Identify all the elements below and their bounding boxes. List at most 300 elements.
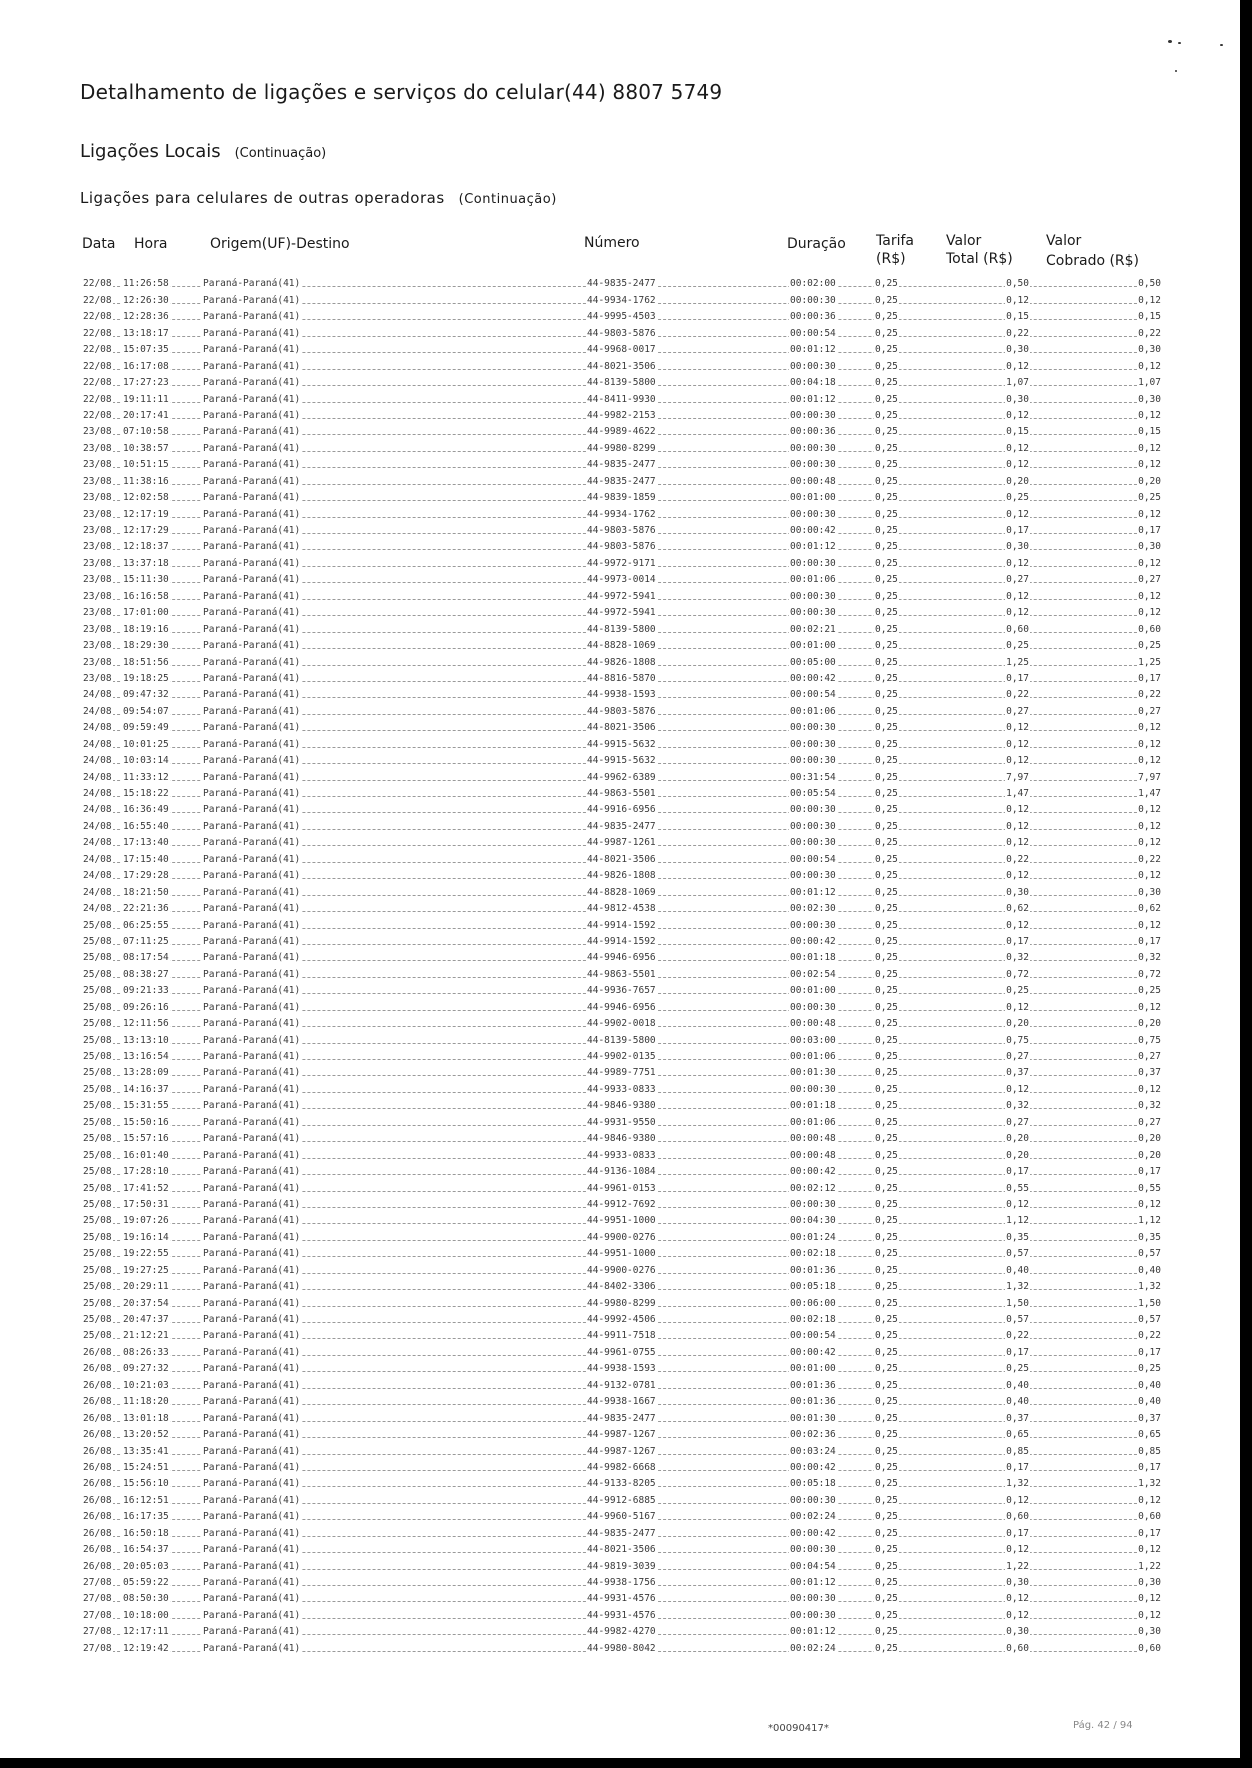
row-duration: 00:02:24 [790,1511,836,1523]
row-date: 26/08 [83,1363,112,1375]
table-row [82,981,1162,997]
row-charged-value: 0,37 [1138,1067,1161,1079]
row-total-value: 0,12 [1006,459,1029,471]
row-duration: 00:00:30 [790,919,836,931]
row-date: 23/08 [83,672,112,684]
table-row [82,1063,1162,1079]
row-duration: 00:02:12 [790,1182,836,1194]
row-number: 44-9987-1267 [587,1445,656,1457]
row-time: 17:28:10 [123,1166,169,1178]
row-duration: 00:00:54 [790,1330,836,1342]
table-row [82,1523,1162,1539]
row-time: 18:51:56 [123,656,169,668]
row-rate: 0,25 [875,360,898,372]
col-header-origem: Origem(UF)-Destino [210,236,350,252]
row-rate: 0,25 [875,1149,898,1161]
row-origin-destination: Paraná-Paraná(41) [203,607,301,619]
row-date: 22/08 [83,294,112,306]
row-charged-value: 0,25 [1138,492,1161,504]
row-date: 26/08 [83,1527,112,1539]
row-time: 17:29:28 [123,870,169,882]
table-row [82,997,1162,1013]
row-number: 44-9951-1000 [587,1215,656,1227]
row-total-value: 0,27 [1006,574,1029,586]
table-row [82,389,1162,405]
row-rate: 0,25 [875,656,898,668]
row-time: 13:20:52 [123,1429,169,1441]
row-total-value: 0,30 [1006,541,1029,553]
row-number: 44-8816-5870 [587,672,656,684]
row-origin-destination: Paraná-Paraná(41) [203,689,301,701]
row-duration: 00:02:30 [790,903,836,915]
row-total-value: 0,12 [1006,409,1029,421]
row-duration: 00:01:06 [790,1116,836,1128]
row-duration: 00:00:30 [790,294,836,306]
row-date: 26/08 [83,1412,112,1424]
row-charged-value: 0,12 [1138,360,1161,372]
row-origin-destination: Paraná-Paraná(41) [203,557,301,569]
row-duration: 00:00:30 [790,837,836,849]
table-row [82,373,1162,389]
row-date: 26/08 [83,1511,112,1523]
row-duration: 00:01:24 [790,1231,836,1243]
row-number: 44-9982-4270 [587,1626,656,1638]
scan-border-right [1240,0,1252,1768]
row-number: 44-9132-0781 [587,1379,656,1391]
table-row [82,422,1162,438]
row-rate: 0,25 [875,870,898,882]
row-total-value: 1,25 [1006,656,1029,668]
row-time: 12:17:19 [123,508,169,520]
row-total-value: 0,12 [1006,837,1029,849]
table-row [82,488,1162,504]
row-charged-value: 0,30 [1138,886,1161,898]
row-charged-value: 0,50 [1138,278,1161,290]
row-total-value: 0,20 [1006,1018,1029,1030]
row-time: 17:27:23 [123,377,169,389]
row-origin-destination: Paraná-Paraná(41) [203,853,301,865]
row-duration: 00:01:30 [790,1067,836,1079]
row-time: 19:16:14 [123,1231,169,1243]
row-origin-destination: Paraná-Paraná(41) [203,755,301,767]
row-time: 12:17:29 [123,525,169,536]
row-origin-destination: Paraná-Paraná(41) [203,1445,301,1457]
table-row [82,471,1162,487]
table-row [82,1490,1162,1506]
row-time: 18:21:50 [123,886,169,898]
row-date: 26/08 [83,1478,112,1490]
row-charged-value: 0,12 [1138,722,1161,734]
row-origin-destination: Paraná-Paraná(41) [203,377,301,389]
row-duration: 00:01:00 [790,985,836,997]
row-time: 10:01:25 [123,738,169,750]
row-date: 23/08 [83,590,112,602]
row-time: 17:41:52 [123,1182,169,1194]
table-row [82,356,1162,372]
row-duration: 00:01:06 [790,705,836,717]
row-total-value: 0,20 [1006,1133,1029,1145]
row-number: 44-9989-4622 [587,426,656,438]
row-rate: 0,25 [875,1609,898,1621]
row-time: 11:38:16 [123,475,169,487]
row-number: 44-9826-1808 [587,656,656,668]
row-origin-destination: Paraná-Paraná(41) [203,1626,301,1638]
row-rate: 0,25 [875,278,898,290]
row-rate: 0,25 [875,985,898,997]
row-duration: 00:01:12 [790,1577,836,1588]
row-rate: 0,25 [875,590,898,602]
row-duration: 00:01:30 [790,1412,836,1424]
row-rate: 0,25 [875,1067,898,1079]
row-rate: 0,25 [875,1264,898,1276]
row-duration: 00:00:30 [790,360,836,372]
row-charged-value: 0,22 [1138,689,1161,701]
table-row [82,1638,1162,1654]
row-origin-destination: Paraná-Paraná(41) [203,1429,301,1441]
row-date: 26/08 [83,1429,112,1441]
col-header-duracao: Duração [787,236,846,252]
row-number: 44-9946-6956 [587,1001,656,1013]
table-row [82,1112,1162,1128]
row-time: 13:13:10 [123,1034,169,1046]
col-header-valor-total-line1: Valor [946,233,982,249]
row-charged-value: 0,40 [1138,1264,1161,1276]
row-number: 44-9980-8042 [587,1642,656,1654]
table-row [82,784,1162,800]
row-total-value: 0,30 [1006,886,1029,898]
row-duration: 00:00:30 [790,738,836,750]
row-date: 23/08 [83,574,112,586]
row-duration: 00:00:36 [790,426,836,438]
row-duration: 00:01:12 [790,886,836,898]
row-rate: 0,25 [875,1511,898,1523]
row-total-value: 0,12 [1006,722,1029,734]
row-time: 08:26:33 [123,1346,169,1358]
table-row [82,1030,1162,1046]
row-duration: 00:00:30 [790,804,836,816]
row-date: 23/08 [83,623,112,635]
table-row [82,455,1162,471]
row-rate: 0,25 [875,557,898,569]
row-charged-value: 1,25 [1138,656,1161,668]
row-charged-value: 0,12 [1138,837,1161,849]
row-origin-destination: Paraná-Paraná(41) [203,1494,301,1506]
col-header-data: Data [82,236,116,252]
row-charged-value: 0,32 [1138,1100,1161,1112]
row-charged-value: 0,17 [1138,672,1161,684]
row-number: 44-9835-2477 [587,1412,656,1424]
row-total-value: 0,12 [1006,919,1029,931]
row-date: 24/08 [83,689,112,701]
row-charged-value: 0,75 [1138,1034,1161,1046]
row-charged-value: 0,12 [1138,442,1161,454]
row-duration: 00:01:18 [790,1100,836,1112]
table-row [82,1474,1162,1490]
row-duration: 00:01:00 [790,1363,836,1375]
row-date: 26/08 [83,1544,112,1556]
row-charged-value: 0,72 [1138,968,1161,980]
row-origin-destination: Paraná-Paraná(41) [203,1330,301,1342]
row-charged-value: 0,12 [1138,590,1161,602]
row-number: 44-9914-1592 [587,935,656,947]
row-time: 16:55:40 [123,820,169,832]
row-charged-value: 0,17 [1138,1527,1161,1539]
table-row [82,1605,1162,1621]
row-time: 17:13:40 [123,837,169,849]
row-number: 44-9980-8299 [587,442,656,454]
row-date: 25/08 [83,1034,112,1046]
row-rate: 0,25 [875,1593,898,1605]
row-origin-destination: Paraná-Paraná(41) [203,672,301,684]
row-date: 23/08 [83,442,112,454]
row-total-value: 0,15 [1006,311,1029,323]
row-date: 27/08 [83,1577,112,1588]
row-charged-value: 0,12 [1138,557,1161,569]
row-origin-destination: Paraná-Paraná(41) [203,1560,301,1572]
row-duration: 00:03:00 [790,1034,836,1046]
row-time: 19:22:55 [123,1248,169,1260]
table-row [82,1227,1162,1243]
row-time: 18:19:16 [123,623,169,635]
row-duration: 00:00:30 [790,722,836,734]
row-duration: 00:02:18 [790,1248,836,1260]
row-rate: 0,25 [875,1445,898,1457]
row-rate: 0,25 [875,1544,898,1556]
row-time: 07:11:25 [123,935,169,947]
table-row [82,1622,1162,1638]
row-time: 07:10:58 [123,426,169,438]
row-total-value: 0,12 [1006,1494,1029,1506]
table-row [82,1244,1162,1260]
table-row [82,1589,1162,1605]
row-duration: 00:00:36 [790,311,836,323]
row-origin-destination: Paraná-Paraná(41) [203,738,301,750]
row-charged-value: 0,30 [1138,1626,1161,1638]
table-row [82,915,1162,931]
row-duration: 00:00:48 [790,1018,836,1030]
table-row [82,948,1162,964]
row-duration: 00:00:42 [790,1461,836,1473]
row-rate: 0,25 [875,1642,898,1654]
row-charged-value: 0,65 [1138,1429,1161,1441]
row-rate: 0,25 [875,1248,898,1260]
table-row [82,537,1162,553]
row-total-value: 1,12 [1006,1215,1029,1227]
row-rate: 0,25 [875,1297,898,1309]
row-rate: 0,25 [875,1083,898,1095]
row-date: 25/08 [83,952,112,964]
row-charged-value: 0,12 [1138,870,1161,882]
row-total-value: 0,12 [1006,442,1029,454]
row-total-value: 0,12 [1006,294,1029,306]
row-charged-value: 0,40 [1138,1396,1161,1408]
row-number: 44-9915-5632 [587,738,656,750]
row-date: 24/08 [83,820,112,832]
row-total-value: 0,20 [1006,1149,1029,1161]
row-rate: 0,25 [875,1363,898,1375]
row-time: 12:17:11 [123,1626,169,1638]
row-date: 24/08 [83,738,112,750]
row-duration: 00:00:30 [790,1083,836,1095]
row-charged-value: 0,12 [1138,409,1161,421]
row-charged-value: 0,57 [1138,1314,1161,1325]
row-date: 24/08 [83,755,112,767]
row-rate: 0,25 [875,1281,898,1293]
row-duration: 00:04:30 [790,1215,836,1227]
row-time: 08:17:54 [123,952,169,964]
row-time: 10:38:57 [123,442,169,454]
row-time: 11:33:12 [123,771,169,783]
row-time: 13:01:18 [123,1412,169,1424]
row-origin-destination: Paraná-Paraná(41) [203,1215,301,1227]
row-rate: 0,25 [875,771,898,783]
row-duration: 00:01:00 [790,492,836,504]
row-origin-destination: Paraná-Paraná(41) [203,1396,301,1408]
row-origin-destination: Paraná-Paraná(41) [203,640,301,652]
row-origin-destination: Paraná-Paraná(41) [203,1018,301,1030]
row-date: 26/08 [83,1461,112,1473]
table-row [82,274,1162,290]
row-total-value: 0,12 [1006,590,1029,602]
row-rate: 0,25 [875,1626,898,1638]
row-date: 26/08 [83,1445,112,1457]
row-charged-value: 0,22 [1138,853,1161,865]
row-total-value: 0,72 [1006,968,1029,980]
row-origin-destination: Paraná-Paraná(41) [203,623,301,635]
row-total-value: 0,22 [1006,853,1029,865]
row-rate: 0,25 [875,705,898,717]
row-date: 25/08 [83,1330,112,1342]
row-number: 44-9812-4538 [587,903,656,915]
row-charged-value: 0,22 [1138,327,1161,339]
row-total-value: 0,12 [1006,607,1029,619]
row-time: 18:29:30 [123,640,169,652]
row-number: 44-9846-9380 [587,1100,656,1112]
row-charged-value: 0,22 [1138,1330,1161,1342]
table-row [82,504,1162,520]
row-total-value: 0,17 [1006,1346,1029,1358]
row-charged-value: 0,25 [1138,985,1161,997]
row-number: 44-9835-2477 [587,475,656,487]
row-number: 44-9972-5941 [587,607,656,619]
row-number: 44-9826-1808 [587,870,656,882]
row-total-value: 7,97 [1006,771,1029,783]
row-number: 44-9972-5941 [587,590,656,602]
row-date: 25/08 [83,1051,112,1062]
row-origin-destination: Paraná-Paraná(41) [203,820,301,832]
row-origin-destination: Paraná-Paraná(41) [203,1461,301,1473]
table-row [82,1392,1162,1408]
table-row [82,1458,1162,1474]
row-duration: 00:00:30 [790,1609,836,1621]
row-total-value: 0,12 [1006,820,1029,832]
row-duration: 00:00:30 [790,1001,836,1013]
row-charged-value: 0,12 [1138,294,1161,306]
row-origin-destination: Paraná-Paraná(41) [203,1133,301,1145]
row-date: 27/08 [83,1626,112,1638]
row-origin-destination: Paraná-Paraná(41) [203,1116,301,1128]
row-date: 22/08 [83,278,112,290]
row-duration: 00:04:54 [790,1560,836,1572]
row-origin-destination: Paraná-Paraná(41) [203,837,301,849]
row-rate: 0,25 [875,508,898,520]
col-header-tarifa-line1: Tarifa [876,233,914,249]
row-origin-destination: Paraná-Paraná(41) [203,574,301,586]
row-total-value: 0,12 [1006,360,1029,372]
table-row [82,406,1162,422]
row-rate: 0,25 [875,952,898,964]
row-duration: 00:01:12 [790,393,836,405]
row-time: 12:26:30 [123,294,169,306]
row-rate: 0,25 [875,788,898,799]
row-number: 44-9835-2477 [587,820,656,832]
row-time: 12:02:58 [123,492,169,504]
row-total-value: 0,12 [1006,1198,1029,1210]
row-date: 25/08 [83,1166,112,1178]
row-date: 24/08 [83,705,112,717]
row-duration: 00:05:18 [790,1478,836,1490]
row-rate: 0,25 [875,1018,898,1030]
row-charged-value: 1,12 [1138,1215,1161,1227]
row-total-value: 0,30 [1006,1626,1029,1638]
row-charged-value: 0,12 [1138,1593,1161,1605]
row-duration: 00:00:30 [790,590,836,602]
row-total-value: 0,27 [1006,1116,1029,1128]
row-charged-value: 0,20 [1138,475,1161,487]
row-duration: 00:00:30 [790,870,836,882]
row-origin-destination: Paraná-Paraná(41) [203,788,301,799]
row-time: 13:35:41 [123,1445,169,1457]
row-number: 44-9136-1084 [587,1166,656,1178]
table-row [82,1195,1162,1211]
row-duration: 00:05:00 [790,656,836,668]
row-total-value: 0,17 [1006,525,1029,536]
row-date: 27/08 [83,1593,112,1605]
row-total-value: 1,32 [1006,1478,1029,1490]
row-total-value: 0,30 [1006,344,1029,356]
row-duration: 00:06:00 [790,1297,836,1309]
row-number: 44-9931-9550 [587,1116,656,1128]
row-time: 13:16:54 [123,1051,169,1062]
row-number: 44-9863-5501 [587,968,656,980]
row-duration: 00:00:48 [790,475,836,487]
row-date: 24/08 [83,903,112,915]
row-origin-destination: Paraná-Paraná(41) [203,442,301,454]
row-date: 27/08 [83,1609,112,1621]
row-number: 44-8139-5800 [587,623,656,635]
table-row [82,800,1162,816]
row-charged-value: 0,12 [1138,738,1161,750]
row-charged-value: 1,32 [1138,1281,1161,1293]
row-origin-destination: Paraná-Paraná(41) [203,1100,301,1112]
row-time: 08:50:30 [123,1593,169,1605]
row-total-value: 0,62 [1006,903,1029,915]
row-number: 44-9989-7751 [587,1067,656,1079]
row-time: 15:57:16 [123,1133,169,1145]
row-rate: 0,25 [875,1034,898,1046]
row-origin-destination: Paraná-Paraná(41) [203,294,301,306]
row-total-value: 0,32 [1006,952,1029,964]
row-number: 44-9912-7692 [587,1198,656,1210]
row-rate: 0,25 [875,1429,898,1441]
row-duration: 00:03:24 [790,1445,836,1457]
row-duration: 00:01:18 [790,952,836,964]
row-number: 44-9835-2477 [587,1527,656,1539]
row-charged-value: 0,12 [1138,607,1161,619]
row-rate: 0,25 [875,344,898,356]
table-row [82,1145,1162,1161]
table-row [82,586,1162,602]
